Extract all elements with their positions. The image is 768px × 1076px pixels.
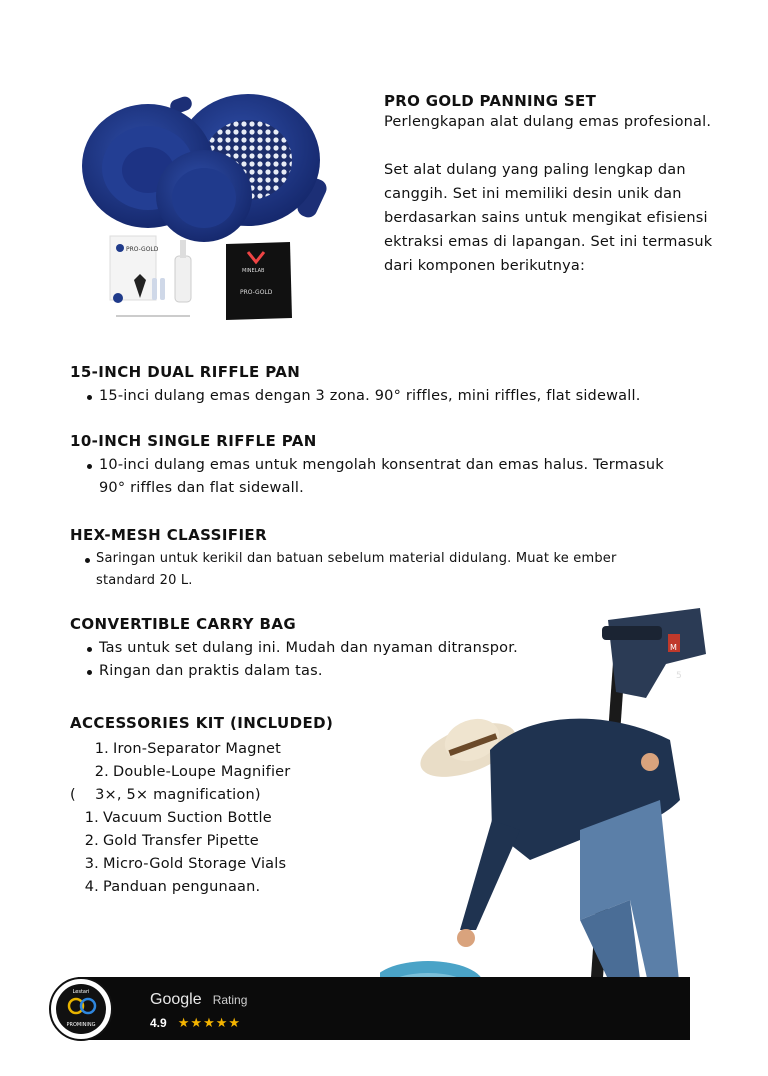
list-item bbox=[70, 876, 390, 899]
google-wordmark: Google bbox=[150, 991, 202, 1008]
intro-block bbox=[384, 92, 754, 278]
promining-logo bbox=[48, 976, 114, 1042]
svg-text:5: 5 bbox=[676, 671, 682, 681]
intro-line: Set alat dulang yang paling lengkap dan bbox=[384, 162, 686, 178]
list-item bbox=[70, 807, 390, 830]
section-heading: ACCESSORIES KIT (INCLUDED) bbox=[70, 714, 334, 732]
rating-label: Rating bbox=[212, 993, 248, 1007]
list-number: 2. bbox=[94, 764, 109, 780]
list-item-text: Gold Transfer Pipette bbox=[103, 833, 259, 849]
magnification-note: ( 3×, 5× magnification) bbox=[70, 787, 261, 803]
list-number: 1. bbox=[94, 741, 109, 757]
section-accessories bbox=[70, 714, 390, 899]
list-item bbox=[70, 548, 750, 592]
rating-bar bbox=[78, 977, 690, 1040]
rating-stars-icon: ★★★★★ bbox=[177, 1016, 242, 1031]
intro-subtitle: Perlengkapan alat dulang emas profesional. bbox=[384, 114, 712, 130]
intro-line: berdasarkan sains untuk mengikat efisiensi bbox=[384, 210, 708, 226]
intro-line: dari komponen berikutnya: bbox=[384, 258, 586, 274]
list-item bbox=[80, 761, 390, 784]
list-item-text: Panduan pengunaan. bbox=[103, 879, 261, 895]
section-classifier bbox=[70, 526, 750, 592]
list-item-line: Saringan untuk kerikil dan batuan sebelum material didulang. Muat ke ember bbox=[96, 551, 617, 566]
list-number: 1. bbox=[84, 810, 99, 826]
section-heading: 10-INCH SINGLE RIFFLE PAN bbox=[70, 432, 317, 450]
single-riffle-pan bbox=[156, 150, 252, 242]
intro-line: ektraksi emas di lapangan. Set ini termasuk bbox=[384, 234, 713, 250]
accessories-kit-box bbox=[110, 236, 159, 300]
list-item bbox=[70, 830, 390, 853]
intro-title: PRO GOLD PANNING SET bbox=[384, 92, 597, 110]
google-rating bbox=[150, 989, 247, 1031]
list-number: 4. bbox=[84, 879, 99, 895]
list-item-text: Double-Loupe Magnifier bbox=[113, 764, 291, 780]
list-item bbox=[70, 454, 750, 500]
svg-text:PRO-GOLD: PRO-GOLD bbox=[240, 289, 273, 296]
list-item bbox=[70, 853, 390, 876]
list-item: 15-inci dulang emas dengan 3 zona. 90° riffles, mini riffles, flat sidewall. bbox=[70, 385, 750, 408]
svg-text:PRO-GOLD: PRO-GOLD bbox=[126, 246, 159, 253]
intro-line: canggih. Set ini memiliki desin unik dan bbox=[384, 186, 682, 202]
carry-bag bbox=[226, 242, 292, 320]
product-photo bbox=[80, 88, 340, 328]
svg-text:PROMINING: PROMINING bbox=[66, 1022, 96, 1028]
list-item-text: Iron-Separator Magnet bbox=[113, 741, 281, 757]
section-heading: HEX-MESH CLASSIFIER bbox=[70, 526, 268, 544]
section-heading: CONVERTIBLE CARRY BAG bbox=[70, 615, 297, 633]
list-number: 3. bbox=[84, 856, 99, 872]
svg-text:M: M bbox=[670, 643, 677, 652]
prospector-photo bbox=[380, 600, 720, 1030]
list-item: Tas untuk set dulang ini. Mudah dan nyaman ditranspor. bbox=[70, 637, 590, 660]
list-item bbox=[80, 738, 390, 761]
list-item-line: 90° riffles dan flat sidewall. bbox=[99, 480, 304, 496]
list-item-text: Vacuum Suction Bottle bbox=[103, 810, 272, 826]
section-heading: 15-INCH DUAL RIFFLE PAN bbox=[70, 363, 301, 381]
section-dual-pan bbox=[70, 363, 750, 408]
svg-text:Lestari: Lestari bbox=[72, 989, 90, 995]
section-single-pan bbox=[70, 432, 750, 500]
list-item: Ringan dan praktis dalam tas. bbox=[70, 660, 590, 683]
list-number: 2. bbox=[84, 833, 99, 849]
prospector bbox=[457, 719, 680, 996]
svg-text:MINELAB: MINELAB bbox=[242, 268, 265, 274]
list-item-line: 10-inci dulang emas untuk mengolah konsentrat dan emas halus. Termasuk bbox=[99, 457, 664, 473]
rating-score: 4.9 bbox=[150, 1016, 167, 1030]
list-item-line: standard 20 L. bbox=[96, 573, 193, 588]
list-item-text: Micro-Gold Storage Vials bbox=[103, 856, 287, 872]
